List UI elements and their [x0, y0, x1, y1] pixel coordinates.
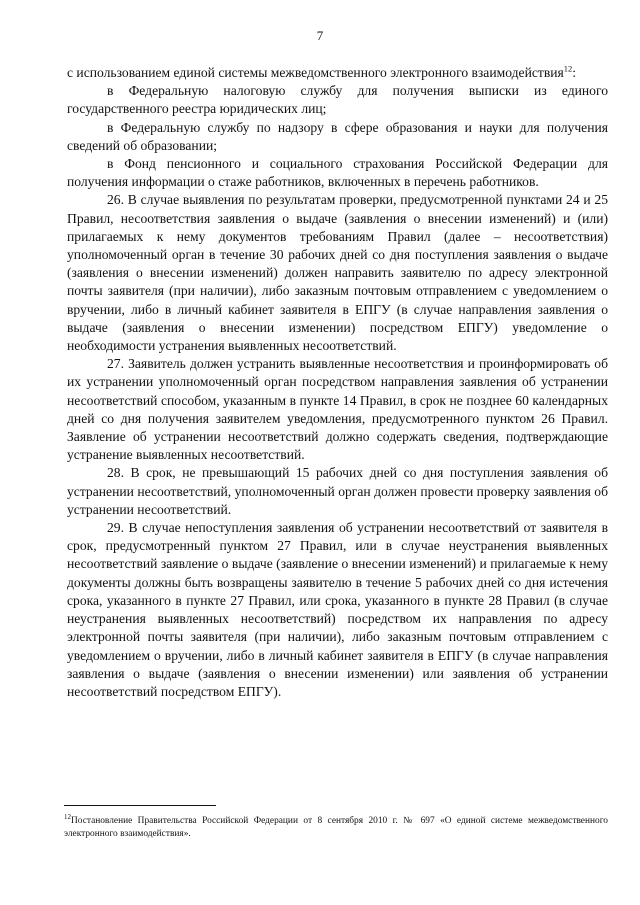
paragraph-education-service: в Федеральную службу по надзору в сфере образования и науки для получения сведений об образовании; [67, 119, 608, 153]
page-number: 7 [316, 28, 324, 43]
paragraph-pension-fund: в Фонд пенсионного и социального страхования Российской Федерации для получения информации о стаже работников, включенных в перечень работников. [67, 156, 608, 190]
paragraph-27: 27. Заявитель должен устранить выявленные несоответствия и проинформировать об их устранении уполномоченный орган посредством направления заявления об устранении несоответствий способом, указанным в пункте 14 Правил, в срок не позднее 60 календарных дней со дня получения заявителем уведомления, предусмотренного пунктом 26 Правил. Заявление об устранении несоответствий должно содержать сведения, подтверждающие устранение выявленных несоответствий. [67, 356, 608, 463]
paragraph-intro [67, 64, 608, 82]
footnote [64, 812, 608, 841]
footnote-marker: 12 [64, 812, 71, 821]
paragraph-tax-service: в Федеральную налоговую службу для получения выписки из единого государственного реестра юридических лиц; [67, 83, 608, 117]
paragraph-intro-end: : [572, 65, 577, 80]
paragraph-intro-text: с использованием единой системы межведомственного электронного взаимодействия [67, 65, 564, 80]
footnote-reference: 12 [563, 63, 573, 74]
paragraph-29: 29. В случае непоступления заявления об устранении несоответствий от заявителя в срок, предусмотренный пунктом 27 Правил, или в случае неустранения выявленных несоответствий заявление о выдаче (заявление о внесении изменений) и прилагаемые к нему документы должны быть возвращены заявителю в течение 5 рабочих дней со дня истечения срока, указанного в пункте 27 Правил, или срока, указанного в пункте 28 Правил (в случае неустранения выявленных несоответствий) посредством их направления по адресу электронной почты заявителя (при наличии), либо заказным почтовым отправлением с уведомлением о вручении, либо в личный кабинет заявителя в ЕПГУ (в случае направления заявления о выдаче (заявления о внесении изменении) или заявления об устранении несоответствий посредством ЕПГУ). [67, 520, 608, 699]
document-body [67, 64, 608, 701]
footnote-text: Постановление Правительства Российской Федерации от 8 сентября 2010 г. № 697 «О единой системе межведомственного электронного взаимодействия». [64, 816, 608, 839]
paragraph-26: 26. В случае выявления по результатам проверки, предусмотренной пунктами 24 и 25 Правил, несоответствия заявления о выдаче (заявления о внесении изменений) и (или) прилагаемых к нему документов требованиям Правил (далее – несоответствия) уполномоченный орган в течение 30 рабочих дней со дня поступления заявления о выдаче (заявления о внесении изменений) должен направить заявителю по адресу электронной почты заявителя (при наличии), либо заказным почтовым отправлением с уведомлением о вручении, либо в личный кабинет заявителя в ЕПГУ (в случае направления заявления о выдаче (заявления о внесении изменении) посредством ЕПГУ) уведомление о необходимости устранения выявленных несоответствий. [67, 192, 608, 354]
paragraph-28: 28. В срок, не превышающий 15 рабочих дней со дня поступления заявления об устранении несоответствий, уполномоченный орган должен провести проверку заявления об устранении несоответствий. [67, 465, 608, 517]
footnote-divider [64, 805, 216, 806]
